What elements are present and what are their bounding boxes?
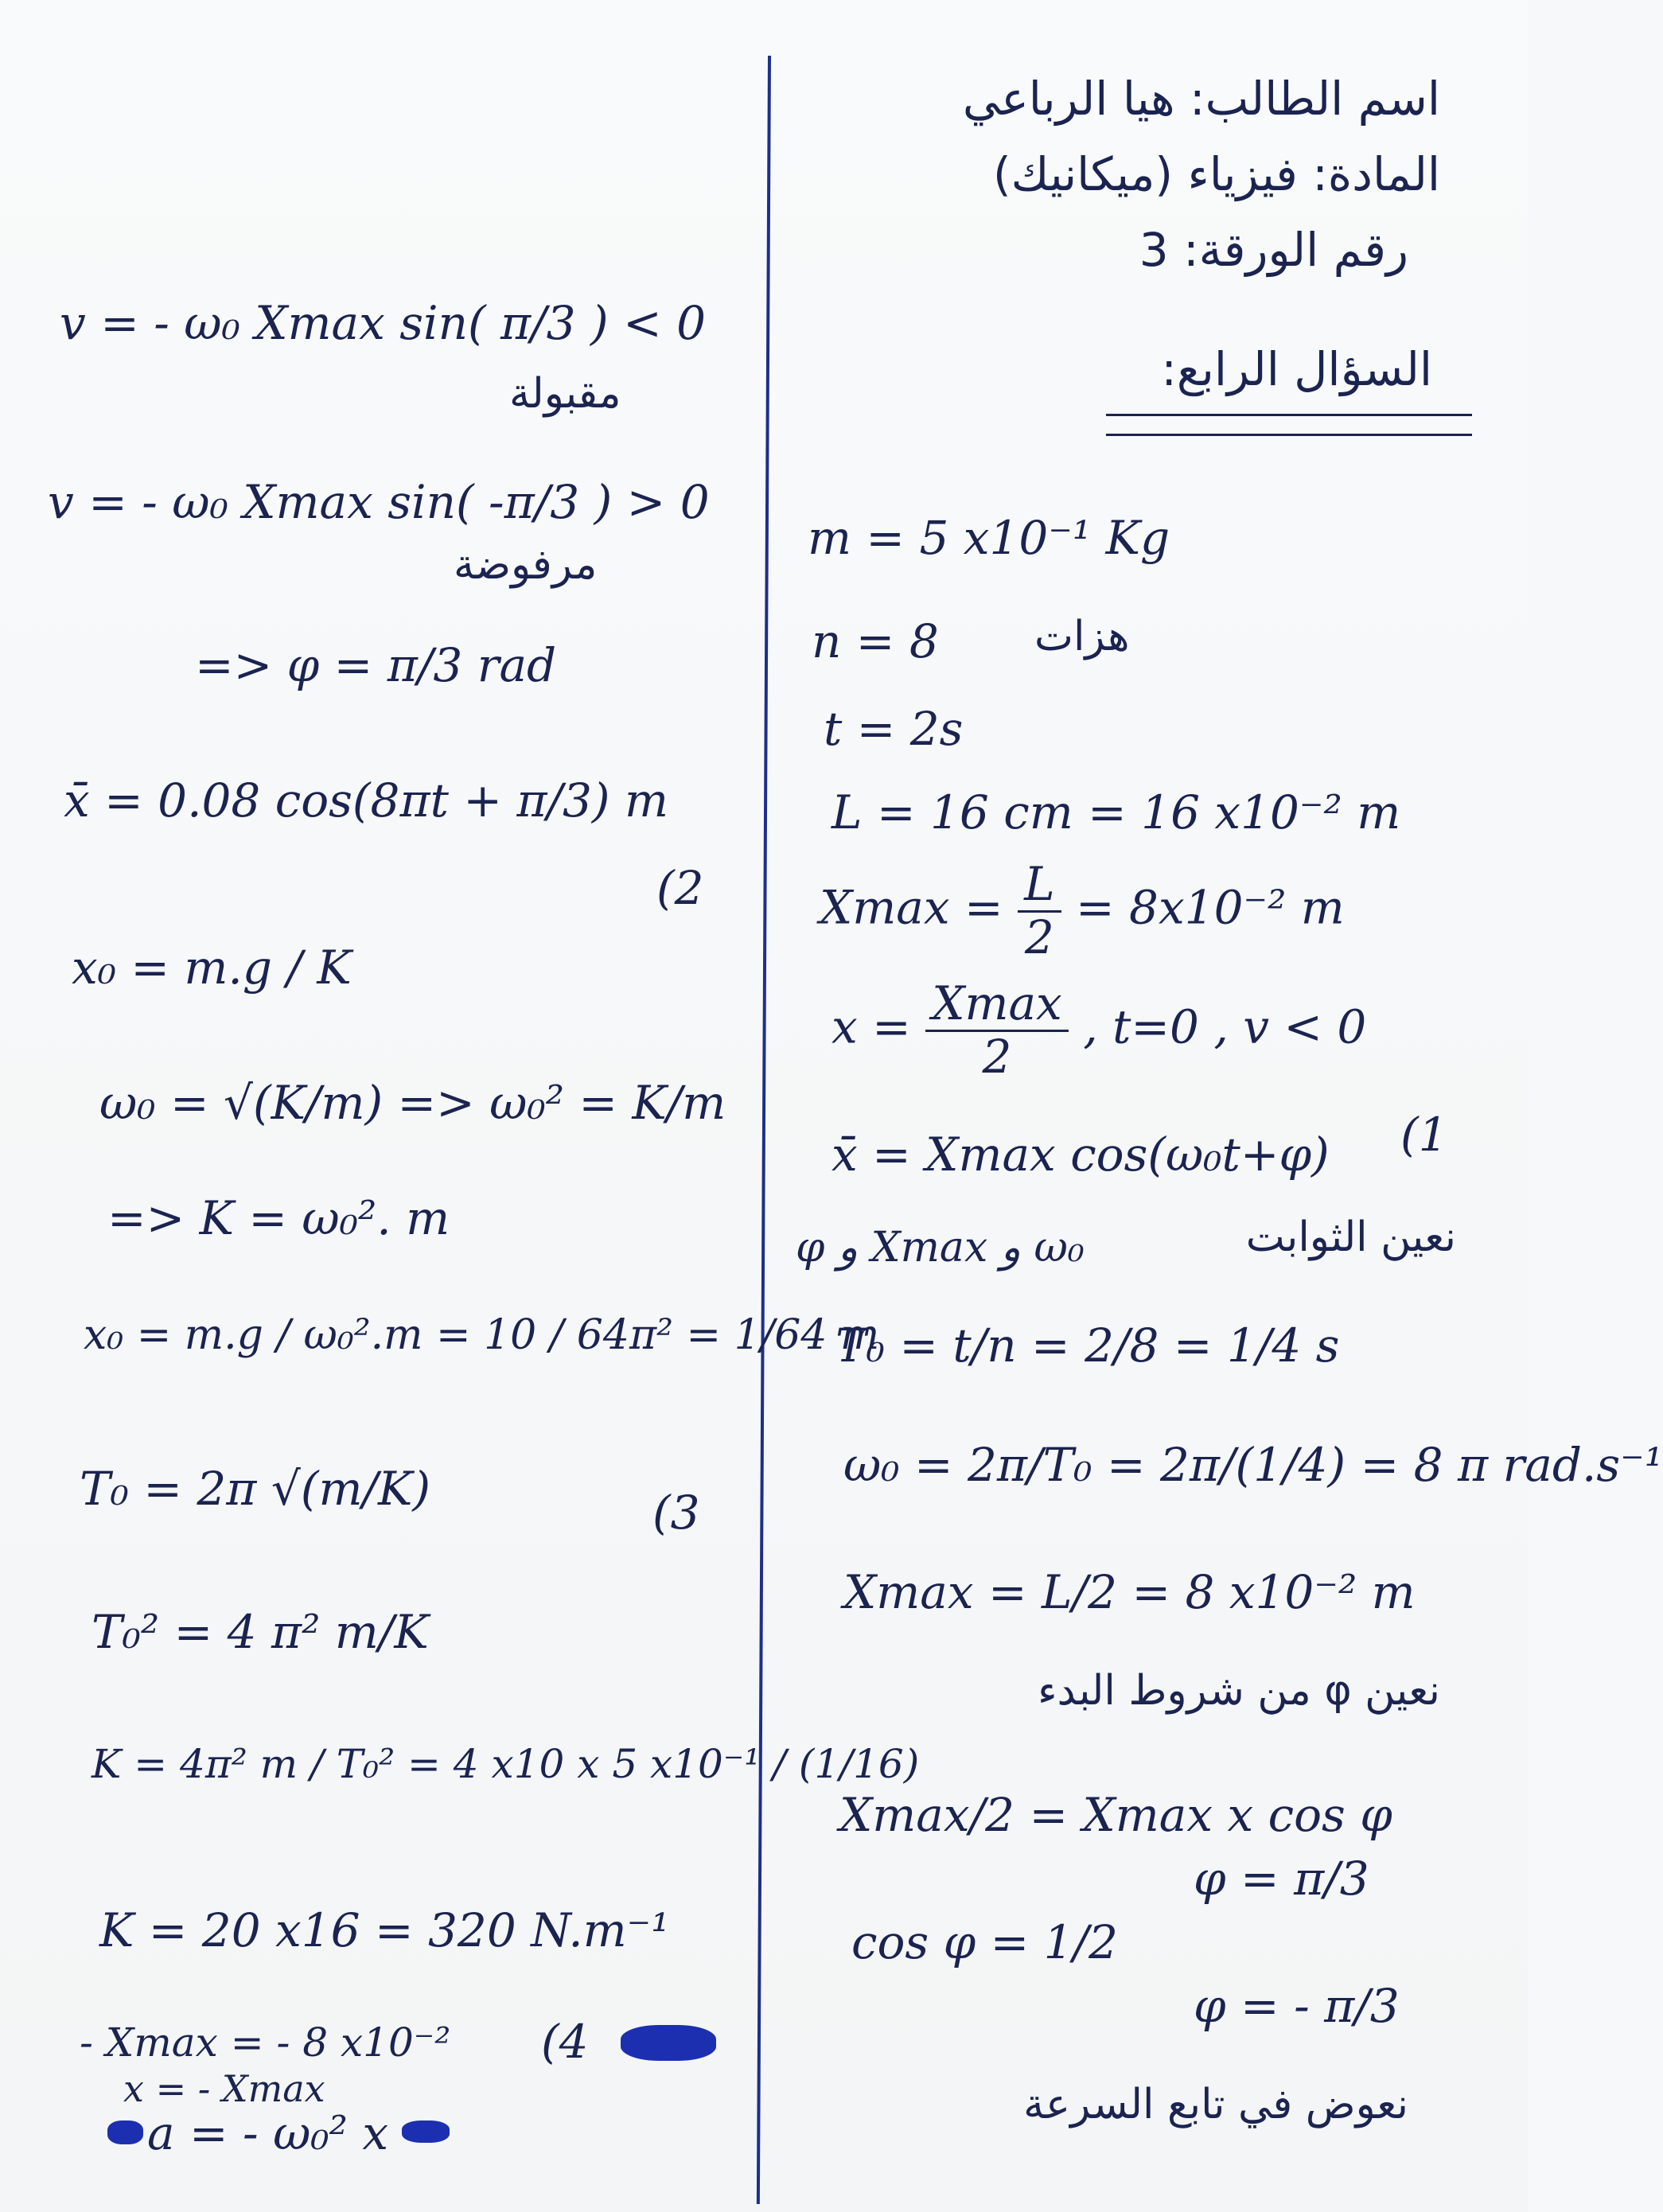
scribble-mark-3 bbox=[402, 2120, 450, 2143]
scribble-mark-2 bbox=[107, 2120, 143, 2144]
k-formula: => K = ω₀². m bbox=[107, 1191, 450, 1245]
sheet-number: رقم الورقة: 3 bbox=[1139, 223, 1408, 277]
period-line: T₀ = t/n = 2/8 = 1/4 s bbox=[835, 1318, 1340, 1373]
k-calculation: K = 4π² m / T₀² = 4 x10 x 5 x10⁻¹ / (1/16) bbox=[92, 1741, 920, 1787]
part-1-label: (1 bbox=[1400, 1108, 1448, 1162]
amplitude-line: Xmax = $\frac{L}{2}$ = 8x10⁻² m bbox=[820, 857, 1345, 964]
initial-conditions-ar: نعين φ من شروط البدء bbox=[1038, 1667, 1440, 1715]
mass-line: m = 5 x10⁻¹ Kg bbox=[808, 511, 1170, 565]
part-2-label: (2 bbox=[656, 861, 704, 915]
velocity-case-2: v = - ω₀ Xmax sin( -π/3 ) > 0 bbox=[48, 475, 710, 529]
velocity-case-1: v = - ω₀ Xmax sin( π/3 ) < 0 bbox=[60, 296, 706, 350]
substitute-ar: نعوض في تابع السرعة bbox=[1023, 2081, 1408, 2128]
omega-formula: ω₀ = √(K/m) => ω₀² = K/m bbox=[99, 1076, 726, 1130]
amplitude-line-2: Xmax = L/2 = 8 x10⁻² m bbox=[843, 1565, 1416, 1619]
constants-list: φ و Xmax و ω₀ bbox=[796, 1224, 1085, 1272]
part-3-label: (3 bbox=[652, 1486, 700, 1540]
time-line: t = 2s bbox=[824, 702, 964, 756]
heading-underline bbox=[1106, 414, 1472, 416]
find-constants-ar: نعين الثوابت bbox=[1245, 1213, 1456, 1261]
equation-general: x̄ = Xmax cos(ω₀t+φ) bbox=[832, 1127, 1330, 1182]
acceleration-line: a = - ω₀² x bbox=[147, 2106, 389, 2160]
equation-final: x̄ = 0.08 cos(8πt + π/3) m bbox=[64, 773, 668, 828]
period-formula: T₀ = 2π √(m/K) bbox=[80, 1462, 430, 1516]
cos-phase: cos φ = 1/2 bbox=[851, 1915, 1119, 1969]
part-4-label: (4 bbox=[541, 2015, 589, 2069]
equilibrium-extension: x₀ = m.g / K bbox=[72, 940, 352, 995]
subject-line: المادة: فيزياء (ميكانيك) bbox=[993, 147, 1440, 201]
k-result: K = 20 x16 = 320 N.m⁻¹ bbox=[99, 1903, 670, 1957]
phase-solution-1: φ = π/3 bbox=[1194, 1852, 1369, 1906]
oscillations-line: n = 8 bbox=[812, 614, 939, 668]
period-squared: T₀² = 4 π² m/K bbox=[92, 1605, 429, 1659]
length-line: L = 16 cm = 16 x10⁻² m bbox=[832, 785, 1401, 839]
heading-underline-2 bbox=[1106, 434, 1472, 436]
rejected-label: مرفوضة bbox=[454, 541, 598, 589]
displacement-relation: x = - Xmax bbox=[123, 2067, 325, 2110]
phase-result: => φ = π/3 rad bbox=[195, 638, 557, 692]
initial-condition-line: x = $\frac{Xmax}{2}$ , t=0 , v < 0 bbox=[832, 976, 1367, 1084]
column-divider bbox=[757, 56, 771, 2204]
oscillations-unit: هزات bbox=[1034, 613, 1130, 660]
max-displacement: - Xmax = - 8 x10⁻² bbox=[80, 2019, 451, 2066]
scribble-mark bbox=[621, 2025, 716, 2061]
phase-solution-2: φ = - π/3 bbox=[1194, 1979, 1400, 2033]
question-heading: السؤال الرابع: bbox=[1161, 342, 1432, 396]
extension-value: x₀ = m.g / ω₀².m = 10 / 64π² = 1/64 m bbox=[84, 1311, 880, 1359]
omega-line: ω₀ = 2π/T₀ = 2π/(1/4) = 8 π rad.s⁻¹ bbox=[843, 1438, 1663, 1492]
phase-equation: Xmax/2 = Xmax x cos φ bbox=[839, 1788, 1392, 1842]
accepted-label: مقبولة bbox=[509, 370, 621, 418]
student-name: اسم الطالب: هيا الرباعي bbox=[962, 72, 1440, 126]
